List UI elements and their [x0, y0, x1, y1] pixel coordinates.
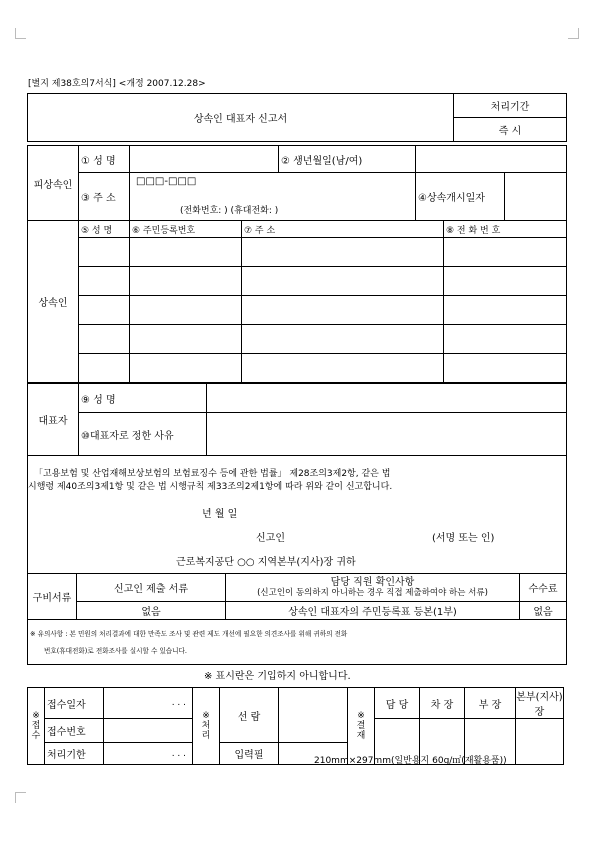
signature-label: (서명 또는 인): [432, 533, 495, 544]
heir-phone-header: ⑧ 전 화 번 호: [446, 225, 501, 236]
representative-section-label: 대표자: [38, 416, 68, 427]
decedent-address-label: ③ 주 소: [81, 193, 116, 204]
declaration-date: 년 월 일: [202, 509, 238, 520]
approver-4: 본부(지사)장: [516, 692, 563, 718]
form-label: [별지 제38호의7서식] <개정 2007.12.28>: [28, 79, 206, 89]
notice-line-2: 번호(휴대전화)로 전화조사를 실시할 수 있습니다.: [44, 647, 188, 655]
heir-row-3-name[interactable]: [79, 296, 130, 325]
office-use-note: ※ 표시란은 기입하지 아니합니다.: [204, 671, 351, 682]
deadline-value: . . .: [171, 748, 186, 759]
start-date-label: ④상속개시일자: [418, 193, 485, 204]
processing-mark: ※ 처 리: [193, 688, 220, 765]
decedent-phone-line: (전화번호: ) (휴대전화: ): [180, 206, 279, 216]
reception-mark: ※ 접 수: [28, 688, 45, 765]
representative-reason-label: ⑩대표자로 정한 사유: [81, 430, 174, 442]
reception-no-label: 접수번호: [47, 727, 86, 738]
heir-row-4-phone[interactable]: [444, 325, 567, 354]
approver-2: 차 장: [430, 699, 454, 711]
crop-mark-top-right: [568, 28, 579, 39]
processing-period-label: 처리기간: [490, 102, 530, 113]
heirs-section-label: 상속인: [38, 298, 68, 309]
reception-date-label: 접수일자: [47, 699, 86, 711]
officer-check-note: (신고인이 동의하지 아니하는 경우 직접 제출하여야 하는 서류): [257, 587, 488, 598]
reception-date-value: . . .: [171, 698, 186, 708]
approver-4-sign[interactable]: [516, 719, 564, 765]
paper-spec-footer: 210mm×297mm(일반용지 60g/㎡(재활용품)): [314, 756, 507, 766]
heir-row-1-address[interactable]: [242, 238, 444, 267]
heirs-table: [27, 220, 567, 383]
declaration-line-2: 시행령 제40조의3제1항 및 같은 법 시행규칙 제33조의2제1항에 따라 위와 같이 신고합니다.: [28, 482, 393, 492]
form-title: 상속인 대표자 신고서: [193, 114, 288, 125]
decedent-address-field[interactable]: [130, 173, 416, 221]
fee-label: 수수료: [528, 584, 558, 595]
fee-value: 없음: [533, 607, 553, 618]
addressee: 근로복지공단 ○○ 지역본부(지사)장 귀하: [176, 557, 356, 568]
approver-1: 담 당: [385, 699, 409, 711]
decedent-table: [27, 145, 567, 221]
applicant-docs-value: 없음: [141, 607, 161, 618]
heir-row-4-address[interactable]: [242, 325, 444, 354]
seonram-label: 선 람: [237, 711, 261, 723]
heir-row-2-name[interactable]: [79, 267, 130, 296]
decedent-name-field[interactable]: [130, 146, 279, 173]
officer-check-title: 담당 직원 확인사항: [330, 576, 415, 588]
approver-3: 부 장: [478, 699, 502, 711]
heir-row-4-name[interactable]: [79, 325, 130, 354]
representative-name-field[interactable]: [207, 384, 567, 413]
representative-reason-field[interactable]: [207, 413, 567, 456]
applicant-label: 신고인: [256, 533, 285, 544]
heir-name-header: ⑤ 성 명: [81, 225, 113, 236]
heir-row-5-rrn[interactable]: [130, 354, 242, 383]
heir-row-2-rrn[interactable]: [130, 267, 242, 296]
representative-name-label: ⑨ 성 명: [81, 394, 116, 406]
heir-row-2-address[interactable]: [242, 267, 444, 296]
postal-code-boxes: □□□-□□□: [136, 176, 197, 187]
processing-period-value: 즉 시: [498, 126, 522, 137]
declaration-line-1: 「고용보험 및 산업재해보상보험의 보험료징수 등에 관한 법률」 제28조의3제2항, 같은 법: [34, 469, 391, 479]
heir-row-1-rrn[interactable]: [130, 238, 242, 267]
deadline-label: 처리기한: [47, 750, 86, 761]
decedent-name-label: ① 성 명: [81, 155, 116, 167]
heir-row-5-phone[interactable]: [444, 354, 567, 383]
start-date-field[interactable]: [505, 173, 567, 221]
heir-row-1-name[interactable]: [79, 238, 130, 267]
decedent-birth-label: ② 생년월일(남/여): [281, 155, 363, 167]
heir-row-2-phone[interactable]: [444, 267, 567, 296]
officer-check-value: 상속인 대표자의 주민등록표 등본(1부): [288, 607, 457, 618]
heir-row-3-address[interactable]: [242, 296, 444, 325]
approval-mark: ※ 결 재: [348, 688, 375, 765]
heir-rrn-header: ⑥ 주민등록번호: [132, 225, 196, 236]
decedent-section-label: 피상속인: [33, 179, 73, 191]
heir-row-3-phone[interactable]: [444, 296, 567, 325]
notice-line-1: ※ 유의사항 : 본 민원의 처리결과에 대한 만족도 조사 및 관련 제도 개선에 필요한 의견조사를 위해 귀하의 전화: [30, 630, 348, 638]
office-use-table: [27, 687, 564, 765]
reception-no-field[interactable]: [104, 719, 193, 743]
notice-box: [27, 619, 567, 665]
decedent-birth-field[interactable]: [416, 146, 567, 173]
representative-table: [27, 383, 567, 456]
heir-row-3-rrn[interactable]: [130, 296, 242, 325]
crop-mark-top-left: [15, 28, 26, 39]
heir-row-5-address[interactable]: [242, 354, 444, 383]
heir-row-1-phone[interactable]: [444, 238, 567, 267]
title-table: [27, 93, 567, 142]
documents-table: [27, 573, 567, 620]
heir-row-4-rrn[interactable]: [130, 325, 242, 354]
applicant-docs-label: 신고인 제출 서류: [114, 584, 188, 595]
seonram-field[interactable]: [279, 688, 348, 743]
documents-section-label: 구비서류: [32, 593, 72, 604]
entry-label: 입력필: [234, 750, 264, 761]
crop-mark-bottom-left: [15, 792, 26, 803]
heir-address-header: ⑦ 주 소: [244, 225, 276, 236]
heir-row-5-name[interactable]: [79, 354, 130, 383]
